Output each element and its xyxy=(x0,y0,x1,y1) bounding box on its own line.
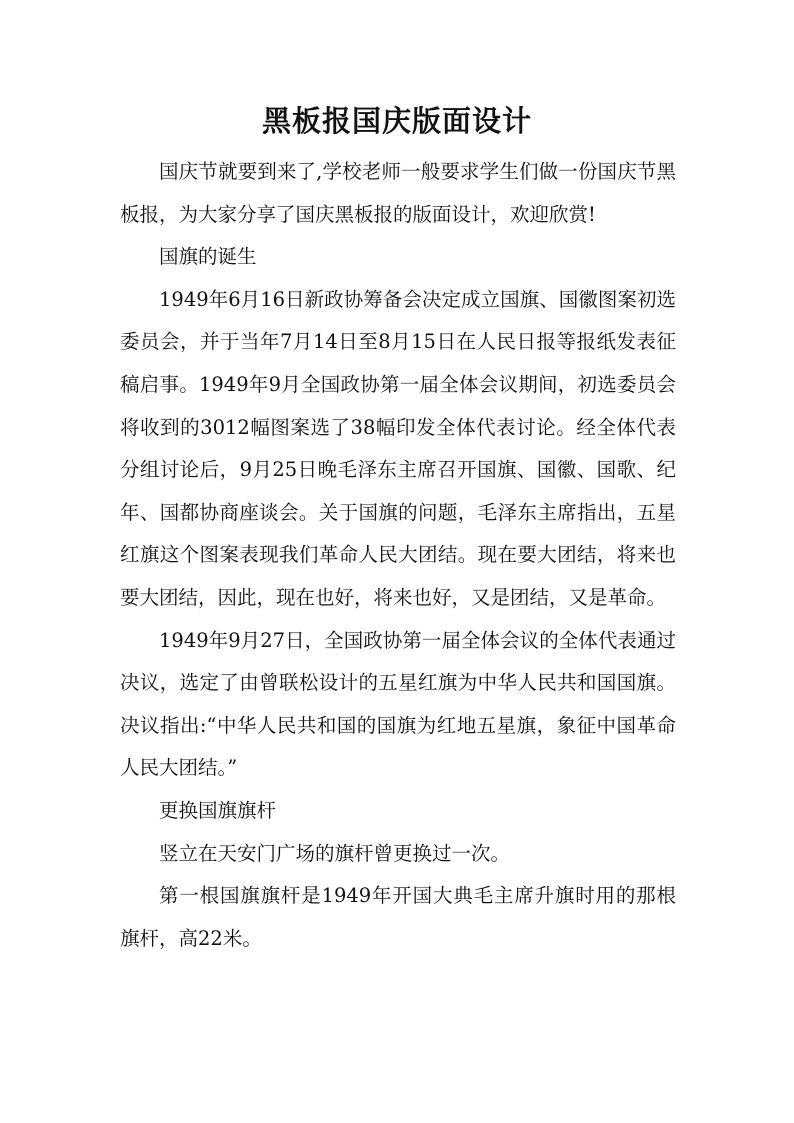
intro-paragraph: 国庆节就要到来了,学校老师一般要求学生们做一份国庆节黑板报，为大家分享了国庆黑板报的版面设计，欢迎欣赏! xyxy=(120,160,676,226)
section-heading-flagpole: 更换国旗旗杆 xyxy=(159,798,277,822)
paragraph-flagpole-intro: 竖立在天安门广场的旗杆曾更换过一次。 xyxy=(159,841,511,865)
paragraph-first-flagpole: 第一根国旗旗杆是1949年开国大典毛主席升旗时用的那根旗杆，高22米。 xyxy=(120,884,676,950)
paragraph-flag-history: 1949年6月16日新政协筹备会决定成立国旗、国徽图案初选委员会，并于当年7月14日至8月15日在人民日报等报纸发表征稿启事。1949年9月全国政协第一届全体会议期间，初选委员会将收到的3012幅图案选了38幅印发全体代表讨论。经全体代表分组讨论后，9月25日晚毛泽东主席召开国旗、国徽、国歌、纪年、国都协商座谈会。关于国旗的问题，毛泽东主席指出，五星红旗这个图案表现我们革命人民大团结。现在要大团结，将来也要大团结，因此，现在也好，将来也好，又是团结，又是革命。 xyxy=(120,287,676,609)
document-title: 黑板报国庆版面设计 xyxy=(261,104,532,138)
section-heading-flag-birth: 国旗的诞生 xyxy=(159,245,257,269)
paragraph-flag-resolution: 1949年9月27日，全国政协第一届全体会议的全体代表通过决议，选定了由曾联松设计的五星红旗为中华人民共和国国旗。决议指出:“中华人民共和国的国旗为红地五星旗，象征中国革命人民大团结。” xyxy=(120,628,676,780)
document-body xyxy=(120,151,676,960)
